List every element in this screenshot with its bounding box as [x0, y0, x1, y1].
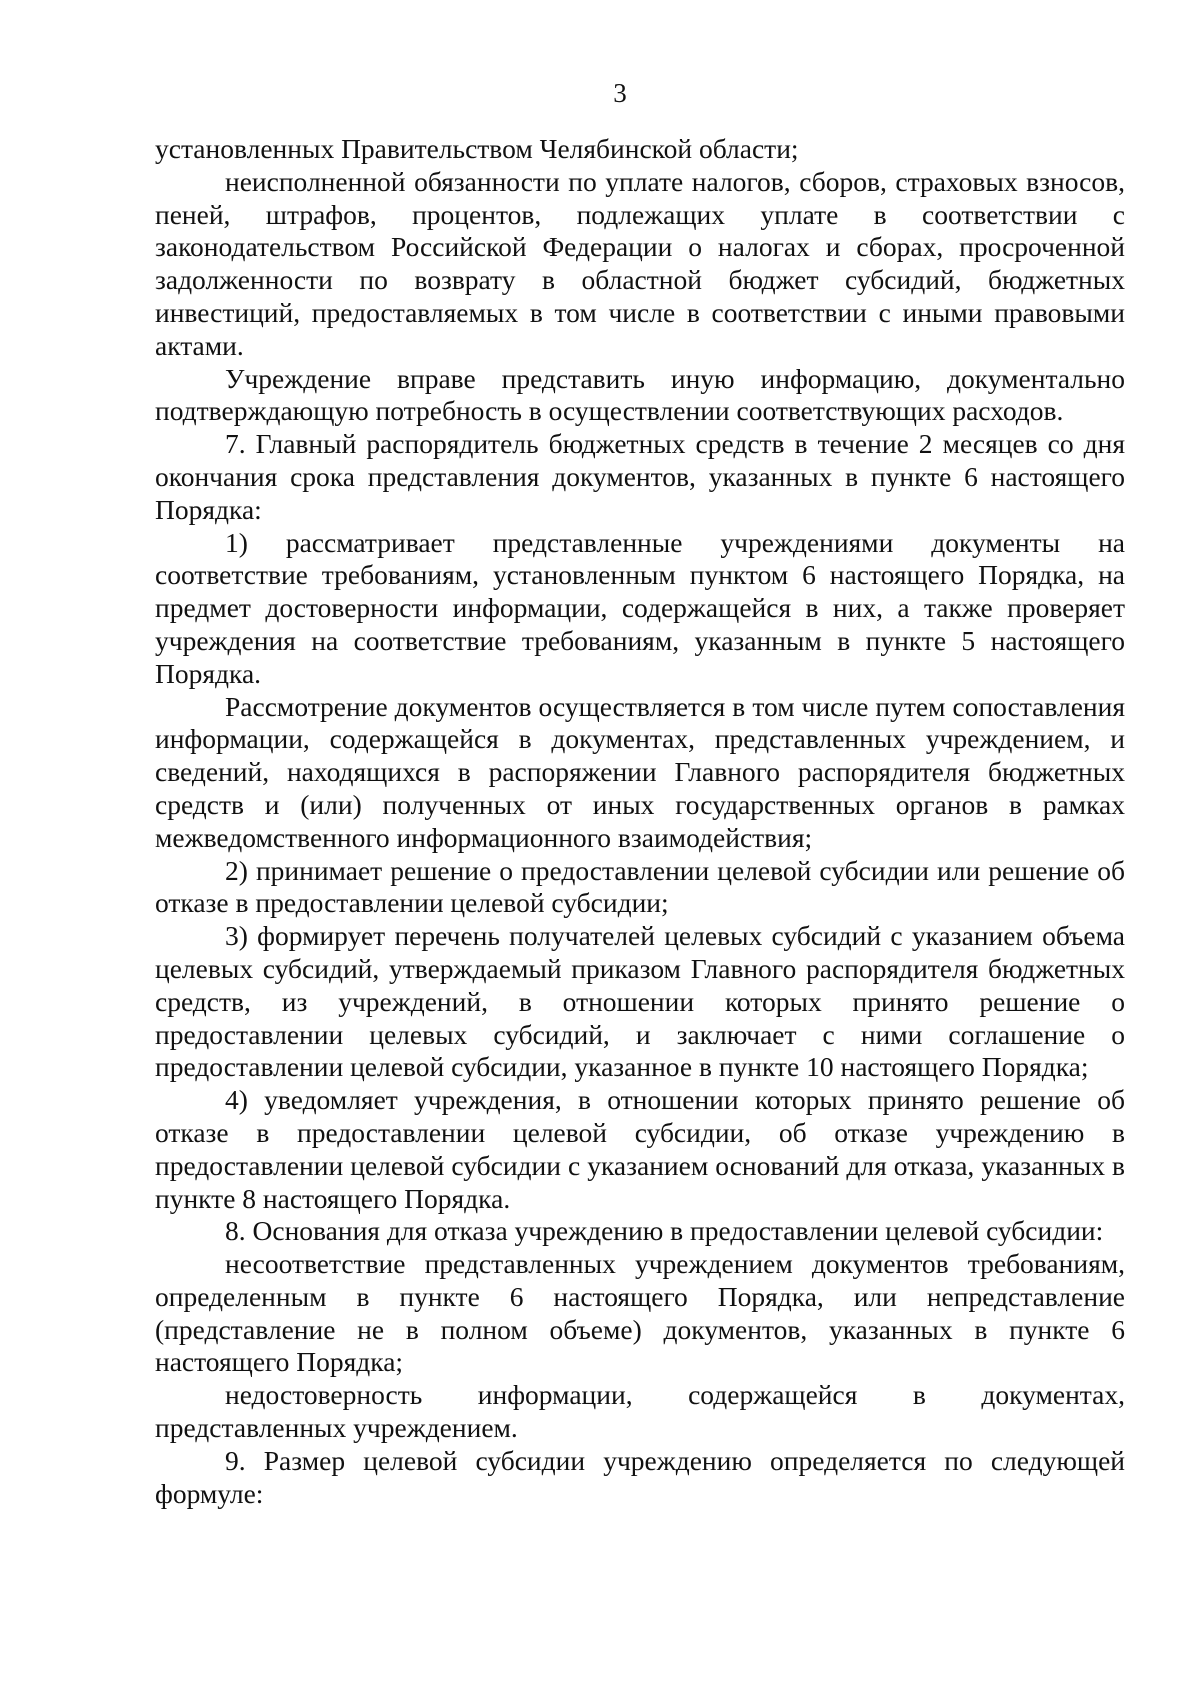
paragraph-continuation: установленных Правительством Челябинской области;	[155, 133, 799, 164]
paragraph-clause-9: 9. Размер целевой субсидии учреждению определяется по следующей формуле:	[155, 1444, 1125, 1509]
paragraph-refusal-ground-2: недостоверность информации, содержащейся в документах, представленных учреждением.	[155, 1379, 1125, 1444]
paragraph-clause-7-item-1: 1) рассматривает представленные учреждениями документы на соответствие требованиям, установленным пунктом 6 настоящего Порядка, на предмет достоверности информации, содержащейся в них, а также проверяет учреждения на соответствие требованиям, указанным в пункте 5 настоящего Порядка.	[155, 526, 1125, 689]
paragraph-clause-7-item-2: 2) принимает решение о предоставлении целевой субсидии или решение об отказе в предоставлении целевой субсидии;	[155, 854, 1125, 919]
page-number: 3	[613, 78, 627, 108]
paragraph-clause-8: 8. Основания для отказа учреждению в предоставлении целевой субсидии:	[225, 1215, 1104, 1247]
paragraph-clause-7: 7. Главный распорядитель бюджетных средств в течение 2 месяцев со дня окончания срока представления документов, указанных в пункте 6 настоящего Порядка:	[155, 428, 1125, 525]
document-body	[155, 133, 1125, 1510]
paragraph-clause-7-item-4: 4) уведомляет учреждения, в отношении которых принято решение об отказе в предоставлении целевой субсидии, об отказе учреждению в предоставлении целевой субсидии с указанием оснований для отказа, указанных в пункте 8 настоящего Порядка.	[155, 1084, 1125, 1214]
paragraph-additional-info: Учреждение вправе представить иную информацию, документально подтверждающую потребность в осуществлении соответствующих расходов.	[155, 362, 1125, 427]
paragraph-document-review: Рассмотрение документов осуществляется в том числе путем сопоставления информации, содержащейся в документах, представленных учреждением, и сведений, находящихся в распоряжении Главного распорядителя бюджетных средств и (или) полученных от иных государственных органов в рамках межведомственного информационного взаимодействия;	[155, 690, 1125, 853]
paragraph-tax-debt: неисполненной обязанности по уплате налогов, сборов, страховых взносов, пеней, штрафов, процентов, подлежащих уплате в соответствии с законодательством Российской Федерации о налогах и сборах, просроченной задолженности по возврату в областной бюджет субсидий, бюджетных инвестиций, предоставляемых в том числе в соответствии с иными правовыми актами.	[155, 165, 1125, 361]
paragraph-refusal-ground-1: несоответствие представленных учреждением документов требованиям, определенным в пункте 6 настоящего Порядка, или непредставление (представление не в полном объеме) документов, указанных в пункте 6 настоящего Порядка;	[155, 1248, 1125, 1378]
paragraph-clause-7-item-3: 3) формирует перечень получателей целевых субсидий с указанием объема целевых субсидий, утверждаемый приказом Главного распорядителя бюджетных средств, из учреждений, в отношении которых принято решение о предоставлении целевых субсидий, и заключает с ними соглашение о предоставлении целевой субсидии, указанное в пункте 10 настоящего Порядка;	[155, 920, 1125, 1083]
